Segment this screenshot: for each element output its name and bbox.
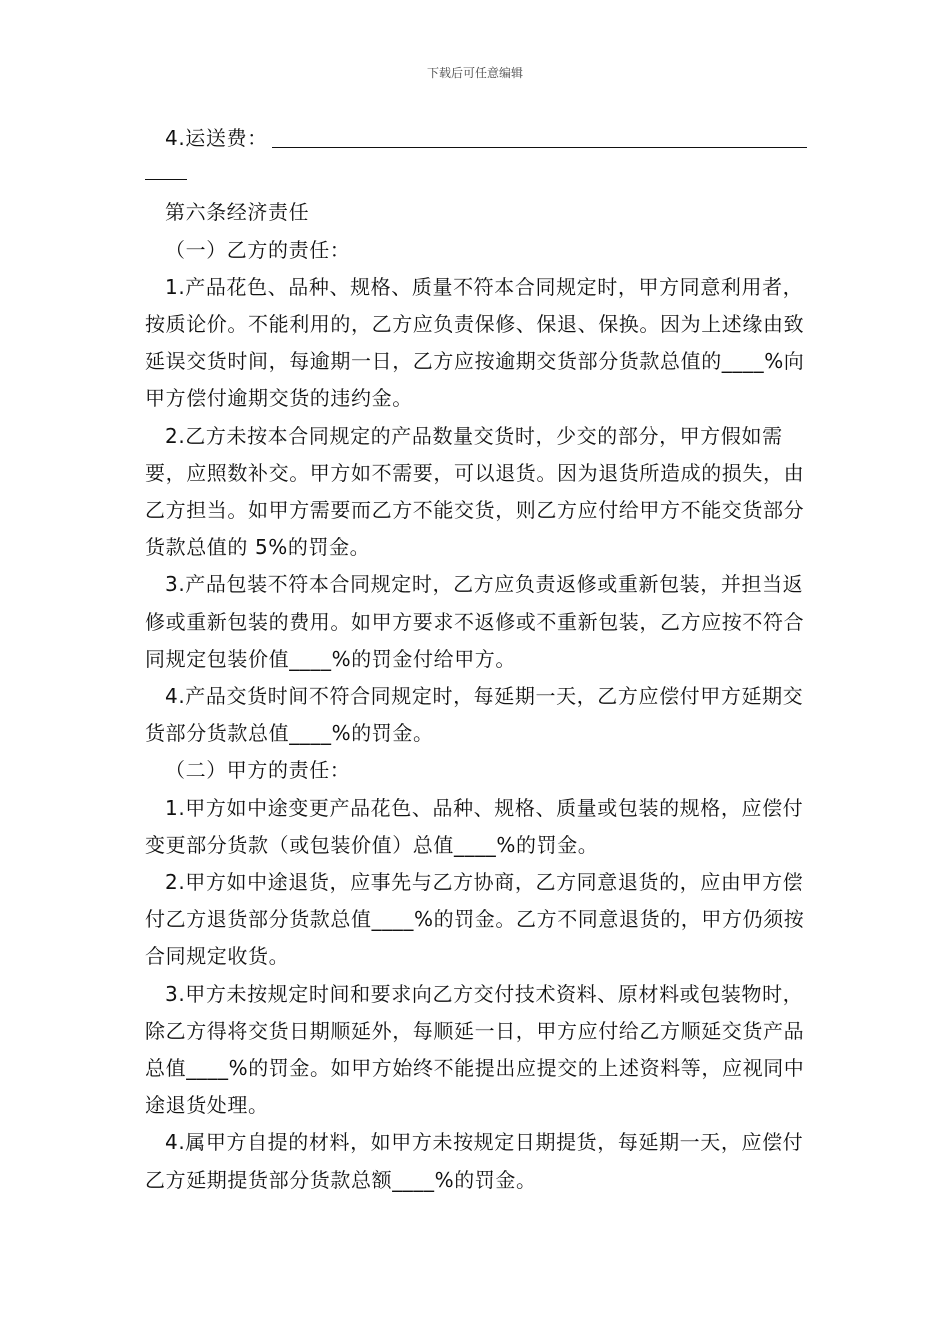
document-body bbox=[145, 120, 807, 1199]
page-header: 下载后可任意编辑 bbox=[426, 66, 523, 80]
party-b-clause-3: 3.产品包装不符本合同规定时，乙方应负责返修或重新包装，并担当返修或重新包装的费用。如甲方要求不返修或不重新包装，乙方应按不符合同规定包装价值____%的罚金付给甲方。 bbox=[145, 572, 805, 671]
shipping-fee-blank-continued bbox=[145, 157, 807, 194]
party-b-heading: （一）乙方的责任： bbox=[165, 237, 351, 262]
blank-line-tail bbox=[145, 161, 187, 180]
party-a-clause-2: 2.甲方如中途退货，应事先与乙方协商，乙方同意退货的，应由甲方偿付乙方退货部分货款总值____%的罚金。乙方不同意退货的，甲方仍须按合同规定收货。 bbox=[145, 870, 805, 969]
party-a-heading: （二）甲方的责任： bbox=[165, 758, 351, 783]
party-a-clause-4: 4.属甲方自提的材料，如甲方未按规定日期提货，每延期一天，应偿付乙方延期提货部分货款总额____%的罚金。 bbox=[145, 1130, 804, 1192]
party-a-clause-3: 3.甲方未按规定时间和要求向乙方交付技术资料、原材料或包装物时，除乙方得将交货日期顺延外，每顺延一日，甲方应付给乙方顺延交货产品总值____%的罚金。如甲方始终不能提出应提交的上述资料等，应视同中途退货处理。 bbox=[145, 981, 805, 1118]
article-title: 第六条经济责任 bbox=[165, 200, 310, 225]
party-b-clause-1: 1.产品花色、品种、规格、质量不符本合同规定时，甲方同意利用者，按质论价。不能利用的，乙方应负责保修、保退、保换。因为上述缘由致延误交货时间，每逾期一日，乙方应按逾期交货部分货款总值的____%向甲方偿付逾期交货的违约金。 bbox=[145, 274, 805, 411]
party-a-clause-1: 1.甲方如中途变更产品花色、品种、规格、质量或包装的规格，应偿付变更部分货款（或包装价值）总值____%的罚金。 bbox=[145, 795, 804, 857]
shipping-fee-blank bbox=[272, 127, 807, 148]
party-b-clause-4: 4.产品交货时间不符合同规定时，每延期一天，乙方应偿付甲方延期交货部分货款总值____%的罚金。 bbox=[145, 684, 804, 746]
party-b-clause-2: 2.乙方未按本合同规定的产品数量交货时，少交的部分，甲方假如需要，应照数补交。甲方如不需要，可以退货。因为退货所造成的损失，由乙方担当。如甲方需要而乙方不能交货，则乙方应付给甲方不能交货部分货款总值的 5%的罚金。 bbox=[145, 423, 805, 560]
shipping-fee-row bbox=[145, 120, 807, 157]
shipping-fee-label: 4.运送费： bbox=[165, 126, 268, 150]
